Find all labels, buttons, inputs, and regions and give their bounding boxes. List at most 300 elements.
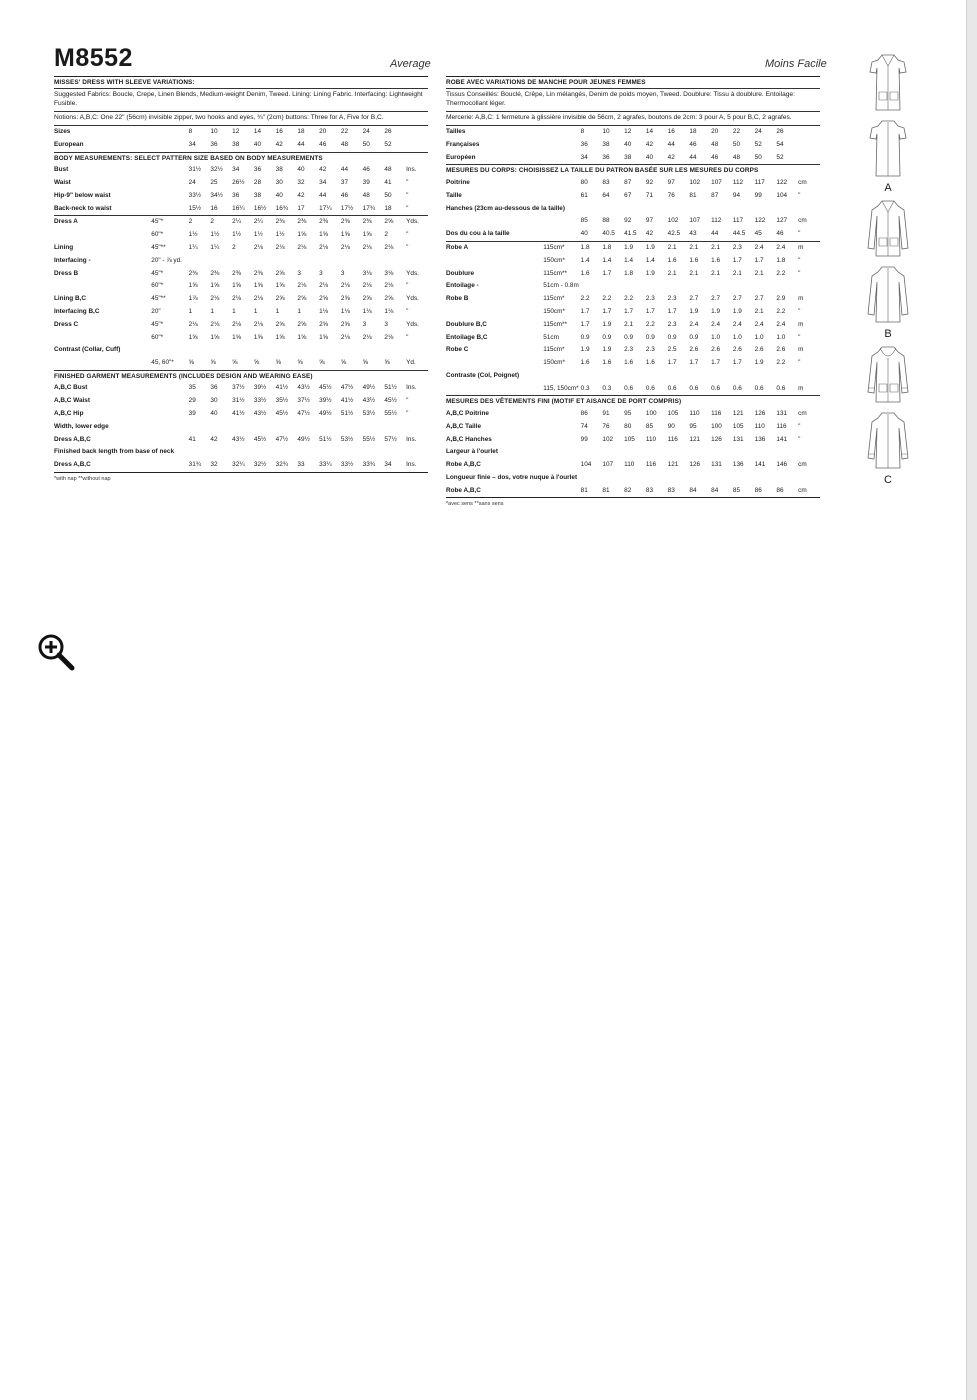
cell-value: 49½ [297,435,310,443]
cell-value [341,446,363,459]
cell-value: 46 [711,153,719,161]
measurement-row [54,319,428,332]
unit-label: m [798,320,804,328]
measurement-row [446,202,820,215]
measurement-row [54,306,428,319]
measurement-row [54,433,428,446]
cell-value: 1.6 [602,359,612,367]
measurement-row [446,228,820,241]
unit-label: Ins. [406,384,417,392]
measurement-row [54,216,428,229]
cell-value: 1⅝ [340,231,350,239]
cell-value: 20 [319,128,327,136]
cell-value: 1⅝ [362,231,372,239]
row-sublabel: 60"* [151,282,164,290]
unit-label: " [798,435,801,443]
cell-value: 2.4 [754,320,764,328]
cell-value: 61 [580,191,588,199]
dress-b-front-icon[interactable] [864,198,912,260]
unit-label [798,370,820,383]
cell-value: 127 [776,217,788,225]
cell-value: 42 [667,153,675,161]
unit-label: " [798,256,801,264]
row-label [446,383,543,396]
cell-value: 2⅝ [319,320,329,328]
cell-value: 2⅛ [384,282,394,290]
measurement-row [54,229,428,242]
cell-value: 40 [645,153,654,161]
cell-value [646,202,668,215]
unit-label: Ins. [406,461,417,469]
cell-value: 18 [384,204,392,212]
cell-value [189,255,211,268]
cell-value: 35 [188,384,196,392]
cell-value: 16 [275,128,283,136]
cell-value [755,280,777,293]
unit-label: m [798,244,804,252]
cell-value: 40 [624,141,632,149]
cell-value: 36 [210,384,218,392]
cell-value: 2.3 [667,295,677,303]
cell-value: 3⅛ [362,269,372,277]
cell-value: 32 [297,179,305,187]
row-label: Françaises [446,141,480,149]
cell-value: 34 [319,179,327,187]
cell-value: 67 [624,191,632,199]
cell-value: 38 [602,141,610,149]
cell-value: 102 [667,217,679,225]
measurement-row [446,267,820,280]
cell-value: 3 [340,269,345,277]
cell-value: 1 [188,308,193,316]
row-label: A,B,C Taille [446,422,482,430]
unit-label [406,139,428,152]
row-sublabel [151,382,188,395]
row-sublabel: 115cm* [543,244,565,252]
row-sublabel: 60"* [151,231,164,239]
cell-value: 136 [732,461,744,469]
dress-c-front-icon[interactable] [864,344,912,406]
cell-value: ⅝ [362,359,368,367]
dress-a-front-icon[interactable] [864,52,912,114]
cell-value: 51½ [384,384,397,392]
dress-a-back-icon[interactable] [864,118,912,180]
cell-value: 141 [754,461,766,469]
measurement-row [54,242,428,255]
measurement-row [54,190,428,203]
cell-value [776,472,798,485]
cell-value: 91 [602,410,610,418]
row-label: European [54,141,84,149]
cell-value: 42.5 [667,230,681,238]
unit-label [406,126,428,139]
measurement-row [54,293,428,306]
cell-value: 1⅛ [319,308,329,316]
measurement-row [446,459,820,472]
measurement-row [54,280,428,293]
cell-value [711,280,733,293]
cell-value: 46 [776,230,784,238]
cell-value: 112 [711,217,722,225]
cell-value: 1½ [275,231,285,239]
cell-value: 54 [776,141,784,149]
unit-label: " [406,282,409,290]
cell-value: 1.7 [580,308,590,316]
cell-value [341,344,363,357]
cell-value: 116 [667,435,678,443]
measurement-row [446,383,820,396]
cell-value: 1¼ [210,244,220,252]
row-label: Taille [446,191,462,199]
cell-value: 2⅜ [362,218,372,226]
row-label [54,280,151,293]
row-label: Hanches (23cm au-dessous de la taille) [446,204,565,212]
cell-value: 1.0 [776,333,786,341]
row-label: Interfacing B,C [54,308,100,316]
cell-value: 31½ [232,397,245,405]
cell-value: 45½ [253,435,267,443]
cell-value: 76 [667,191,675,199]
cell-value [276,446,298,459]
cell-value: 2.3 [645,295,655,303]
cell-value [624,280,646,293]
measurement-row [446,306,820,319]
unit-label [406,344,428,357]
cell-value [711,202,733,215]
row-label: A,B,C Hanches [446,435,492,443]
cell-value: 116 [711,410,722,418]
cell-value: 8 [188,128,193,136]
cell-value: 85 [732,486,741,494]
cell-value: 2⅝ [319,295,329,303]
cell-value: 40 [253,141,262,149]
cell-value: 0.6 [645,384,655,392]
cell-value: 15½ [188,204,202,212]
cell-value [776,280,798,293]
cell-value: 2⅛ [253,244,263,252]
measurement-row [446,242,820,255]
row-sublabel [151,164,188,177]
row-sublabel [543,421,580,434]
row-sublabel: 51cm - 0.8m [543,282,579,290]
cell-value: ⅝ [297,359,303,367]
cell-value [384,421,406,434]
cell-value: 45½ [275,410,289,418]
cell-value: 84 [711,486,719,494]
cell-value [733,202,755,215]
cell-value: 2⅛ [319,282,329,290]
cell-value: 1.6 [645,359,655,367]
cell-value: 87 [711,191,719,199]
cell-value: 1⅝ [210,282,220,290]
cell-value: 2⅛ [253,320,263,328]
cell-value: 16½ [253,204,267,212]
measurement-row [54,267,428,280]
cell-value: 52 [776,153,784,161]
cell-value: 2.4 [689,320,699,328]
cell-value [733,472,755,485]
cell-value: 41½ [275,384,289,392]
unit-label: " [406,204,409,212]
row-label: Dos du cou à la taille [446,230,510,238]
cell-value: 2⅝ [362,295,372,303]
cell-value: 1.4 [580,256,590,264]
cell-value: 1.9 [602,346,612,354]
cell-value: 1.6 [667,256,677,264]
cell-value: 2⅛ [297,244,307,252]
unit-label: " [798,191,801,199]
cell-value [319,446,341,459]
cell-value [711,370,733,383]
cell-value: 2⅛ [232,295,242,303]
unit-label: Ins. [406,435,417,443]
cell-value: 0.9 [667,333,677,341]
sizes-table [54,126,428,152]
cell-value: 43½ [253,410,267,418]
cell-value: 1.9 [602,320,612,328]
cell-value: 37½ [232,384,245,392]
cell-value: 88 [602,217,610,225]
french-sizing-column [446,76,820,508]
cell-value: 83 [645,486,654,494]
cell-value: 1.0 [711,333,721,341]
cell-value: 1⅛ [384,308,394,316]
cell-value [297,344,319,357]
cell-value: 99 [580,435,588,443]
cell-value: 36 [602,153,610,161]
cell-value [232,255,254,268]
measurement-row [54,126,428,139]
cell-value: 17 [297,204,305,212]
row-label: Dress A,B,C [54,435,91,443]
measurement-row [54,446,428,459]
cell-value: 46 [689,141,697,149]
cell-value: 2.1 [624,320,634,328]
cell-value [646,370,668,383]
cell-value: 2.1 [689,269,699,277]
cell-value: 31½ [188,166,202,174]
cell-value: 52 [754,141,762,149]
cell-value [733,280,755,293]
row-sublabel [151,177,188,190]
row-sublabel: 45"* [151,269,164,277]
measurement-row [446,280,820,293]
cell-value [254,344,276,357]
cell-value: 49½ [362,384,376,392]
cell-value: 1⅛ [362,308,372,316]
cell-value: 38 [253,191,262,199]
row-label: Lining [54,244,74,252]
yardage-table [446,242,820,396]
cell-value: 45½ [384,397,397,405]
measurement-row [446,472,820,485]
cell-value: 32½ [210,166,223,174]
cell-value: 2.1 [667,269,677,277]
cell-value: 3 [319,269,323,277]
cell-value [581,472,603,485]
cell-value [624,472,646,485]
row-label: Robe B [446,295,469,303]
cell-value: 1.9 [689,308,699,316]
yardage-table [54,216,428,370]
cell-value: 0.3 [580,384,590,392]
cell-value: 2.2 [776,269,786,277]
cell-value: 1.8 [602,244,612,252]
cell-value: 116 [776,422,787,430]
cell-value: 2⅜ [275,218,285,226]
unit-label [798,446,820,459]
cell-value: 2⅛ [362,333,372,341]
cell-value: 43½ [297,384,310,392]
row-sublabel [543,408,580,421]
cell-value: 40 [297,166,305,174]
unit-label: m [798,295,804,303]
dress-b-back-icon[interactable] [864,264,912,326]
cell-value: 2⅜ [232,269,242,277]
cell-value [624,370,646,383]
cell-value: 86 [776,486,784,494]
cell-value: 39 [188,410,196,418]
unit-label [406,255,428,268]
unit-label: " [406,231,409,239]
cell-value: 1.6 [624,359,634,367]
cell-value: 39½ [319,397,332,405]
cell-value [602,370,624,383]
cell-value: 2 [210,218,214,226]
cell-value: 2⅝ [275,269,285,277]
cell-value [711,446,733,459]
cell-value: 107 [602,461,614,469]
zoom-in-icon[interactable] [36,632,76,672]
cell-value: 2⅛ [188,320,198,328]
row-sublabel: 115, 150cm* [543,384,579,392]
cell-value: 24 [362,128,370,136]
cell-value: 0.9 [645,333,655,341]
unit-label: m [798,346,804,354]
cell-value: 82 [624,486,632,494]
dress-c-back-icon[interactable] [864,410,912,472]
measurement-row [54,408,428,421]
measurement-row [54,344,428,357]
cell-value: 37½ [297,397,310,405]
cell-value: 1.6 [689,256,699,264]
cell-value: 18 [297,128,305,136]
cell-value: 1.9 [754,359,764,367]
measurement-row [54,202,428,215]
cell-value: 0.9 [624,333,634,341]
cell-value [363,255,385,268]
view-label-b: B [884,328,892,340]
cell-value: 41 [384,179,392,187]
cell-value [733,446,755,459]
cell-value: 2⅜ [188,269,198,277]
unit-label: Yd. [406,359,416,367]
cell-value: 20 [711,128,719,136]
row-label [446,215,543,228]
cell-value: 55½ [362,435,376,443]
row-label: Européen [446,153,476,161]
cell-value: 31¾ [188,461,202,469]
row-sublabel: 150cm* [543,308,565,316]
row-label: Poitrine [446,179,470,187]
cell-value: 80 [580,179,588,187]
cell-value: 1⅝ [319,333,329,341]
cell-value: 94 [732,191,741,199]
cell-value: 33½ [188,191,202,199]
cell-value [189,421,211,434]
cell-value [602,472,624,485]
measurement-row [54,331,428,344]
cell-value: 1.7 [689,359,699,367]
cell-value: 2⅜ [297,218,307,226]
cell-value: 1¼ [188,244,198,252]
cell-value: 41½ [232,410,245,418]
fabrics-text: Suggested Fabrics: Boucle, Crepe, Linen Blends, Medium-weight Denim, Tweed. Lining: Lining Fabric. Interfacing: Lightweight Fusible. [54,91,423,108]
section-title: MISSES' DRESS WITH SLEEVE VARIATIONS: [54,79,195,86]
cell-value: 136 [754,435,766,443]
cell-value: 0.9 [602,333,612,341]
cell-value [319,421,341,434]
cell-value: 45½ [319,384,332,392]
cell-value [341,421,363,434]
cell-value: 33¾ [362,461,376,469]
cell-value: 2⅝ [384,295,394,303]
row-label: Hip-9" below waist [54,191,111,199]
cell-value [319,255,341,268]
row-sublabel [543,433,580,446]
pattern-number: M8552 [54,44,133,72]
row-label [54,229,151,242]
finished-measurements-table [446,408,820,498]
cell-value: 1 [253,308,258,316]
row-label: Doublure B,C [446,320,487,328]
row-sublabel: 45"* [151,218,164,226]
cell-value: 45 [754,230,762,238]
cell-value: 85 [580,217,588,225]
cell-value [755,202,777,215]
unit-label: cm [798,461,807,469]
unit-label: cm [798,217,807,225]
cell-value: 104 [776,191,788,199]
cell-value: 42 [645,230,654,238]
cell-value: 40 [580,230,588,238]
cell-value [384,255,406,268]
cell-value: 24 [188,179,196,187]
measurement-row [446,331,820,344]
cell-value: 42 [275,141,283,149]
cell-value: 141 [776,435,788,443]
cell-value: 146 [776,461,788,469]
cell-value: 35½ [275,397,289,405]
cell-value: 1 [275,308,280,316]
cell-value: 37 [340,179,349,187]
row-sublabel: 20" [151,308,161,316]
cell-value: 2.1 [711,244,721,252]
unit-label: Yds. [406,295,419,303]
cell-value: 1.8 [580,244,590,252]
row-label: A,B,C Hip [54,410,84,418]
measurement-row [446,421,820,434]
row-label: Contrast (Collar, Cuff) [54,346,121,354]
row-label: Robe C [446,346,469,354]
measurement-row [446,215,820,228]
measurement-row [54,255,428,268]
cell-value [755,446,777,459]
cell-value: 122 [776,179,788,187]
cell-value: 2⅝ [297,320,307,328]
cell-value [689,472,711,485]
cell-value: 1.9 [711,308,721,316]
